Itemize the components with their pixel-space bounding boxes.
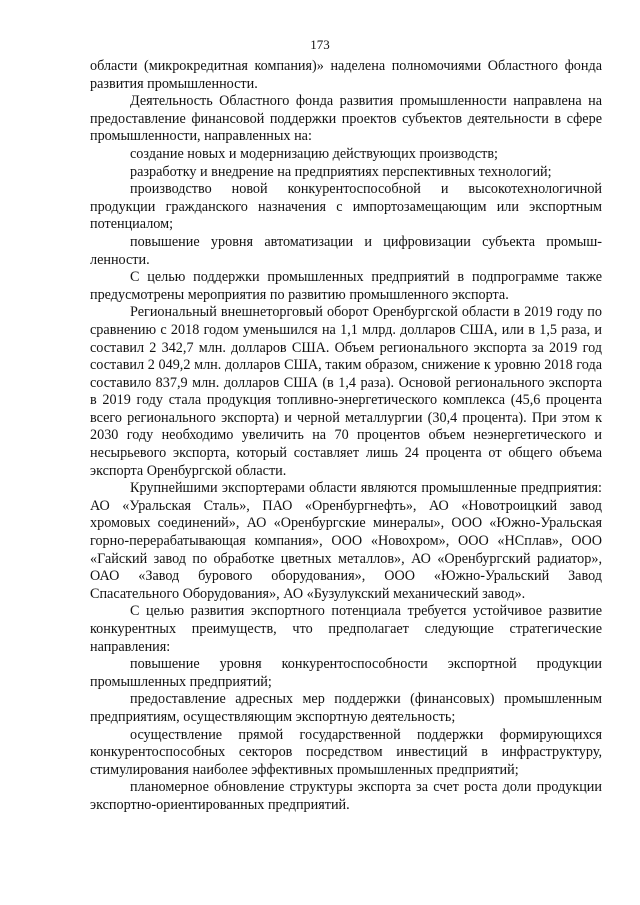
paragraph-3: С целью поддержки промышленных предприятий в подпрограмме также предусмотрены мероприятия по развитию промышленного экспорта.	[90, 269, 602, 303]
paragraph-1: области (микрокредитная компания)» наделена полномочиями Областного фонда развития промышленности.	[90, 58, 602, 92]
paragraph-5: Крупнейшими экспортерами области являются промышленные предприятия: АО «Уральская Сталь», ПАО «Оренбургнефть», АО «Новотроицкий завод хромовых соединений», АО «Оренбургские минералы», ООО «Южно-Уральская горно-перерабатывающая компания», ООО «Новохром», ООО «НСплав», ООО «Гайский завод по обработке цветных металлов», АО «Оренбургский радиатор», ОАО «Завод бурового оборудования», ООО «Южно-Уральский Завод Спасательного Оборудования», АО «Бузулукский механический завод».	[90, 480, 602, 602]
direction-item-2: предоставление адресных мер поддержки (финансовых) промышленным предприятиям, осуществляющим экспортную деятельность;	[90, 691, 602, 725]
page-number: 173	[310, 37, 330, 52]
paragraph-6: С целью развития экспортного потенциала требуется устойчивое развитие конкурентных преимуществ, что предполагает следующие стратегические направления:	[90, 603, 602, 655]
list-item-2: разработку и внедрение на предприятиях перспективных технологий;	[130, 163, 552, 180]
paragraph-4: Региональный внешнеторговый оборот Оренбургской области в 2019 году по сравнению с 2018 годом уменьшился на 1,1 млрд. долларов США, или в 1,5 раза, и составил 2 342,7 млн. долларов США. Объем регионального экспорта за 2019 год составил 2 049,2 млн. долларов США, таким образом, снижение к уровню 2018 года составило 837,9 млн. долларов США (в 1,4 раза). Основой регионального экспорта в 2019 году стала продукция топливно-энергетического комплекса (45,6 процента всего регионального экспорта) и черной металлургии (30,4 процента). При этом к 2030 году необходимо увеличить на 70 процентов объем неэнергетического и несырьевого экспорта, который составляет лишь 24 процента от общего объема экспорта Оренбургской области.	[90, 304, 602, 479]
list-item-4: повышение уровня автоматизации и цифровизации субъекта промышленности.	[90, 233, 602, 268]
paragraph-2: Деятельность Областного фонда развития промышленности направлена на предоставление финансовой поддержки проектов субъектов деятельности в сфере промышленности, направленных на:	[90, 93, 602, 145]
direction-item-1: повышение уровня конкурентоспособности экспортной продукции промышленных предприятий;	[90, 656, 602, 690]
page-body	[90, 58, 602, 815]
list-item-3: производство новой конкурентоспособной и высокотехнологичной продукции гражданского назначения с импортозамещающим или экспортным потенциалом;	[90, 181, 602, 233]
direction-item-3: осуществление прямой государственной поддержки формирующихся конкурентоспособных секторов посредством инвестиций в инфраструктуру, стимулирования наиболее эффективных промышленных предприятий;	[90, 726, 602, 778]
direction-item-4: планомерное обновление структуры экспорта за счет роста доли продукции экспортно-ориентированных предприятий.	[90, 779, 602, 813]
list-item-1: создание новых и модернизацию действующих производств;	[130, 145, 498, 162]
